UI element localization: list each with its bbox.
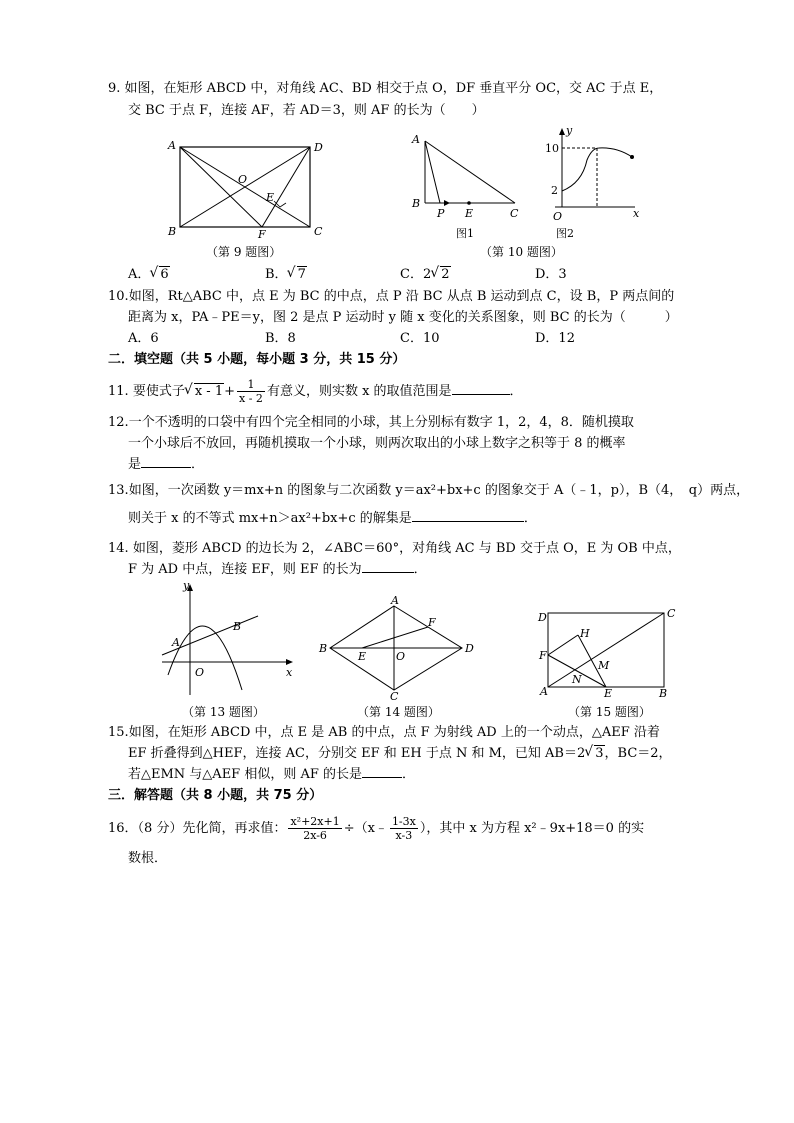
fig9-caption: （第 9 题图） [206,245,282,259]
q9-number: 9. [108,81,121,96]
fig14-segment-ef [362,627,428,648]
q14-answer-blank[interactable] [362,572,414,573]
q10-text-2: 距离为 x，PA﹣PE＝y，图 2 是点 P 运动时 y 随 x 变化的关系图象，则 BC 的长为（ ） [128,310,678,325]
q10-number: 10. [108,289,129,304]
fig14-caption: （第 14 题图） [357,705,440,719]
fig10-caption: （第 10 题图） [480,245,563,259]
fig15-caption: （第 15 题图） [568,705,651,719]
fig10-curve-end [630,155,634,159]
figure-10-1 [410,133,530,243]
q11-line: 11. 要使式子√ x - 1+ $\frac{1}{x - 2}$ 有意义，则实数 x 的取值范围是 ． [108,378,523,405]
q10-text-1: 如图，Rt△ABC 中，点 E 为 BC 的中点，点 P 沿 BC 从点 B 运动到点 C，设 B，P 两点间的 [128,289,675,304]
q9-line1 [108,80,662,98]
fig9-segment-af [180,147,262,227]
fig14-label-c: C [390,690,399,703]
q13-line1: 13.如图，一次函数 y＝mx+n 的图象与二次函数 y＝ax²+bx+c 的图象交于 A（﹣1，p），B（4， q）两点， [108,483,750,498]
q10-line1 [108,288,674,306]
q13-answer-blank[interactable] [412,521,524,522]
figure-9 [160,135,330,240]
q9-option-a: A．√ 6 [128,266,170,284]
fig10-label-figure-1: 图1 [456,227,474,240]
q12-number: 12. [108,415,129,430]
fig9-label-d: D [314,141,323,154]
figure-10-2 [537,125,647,243]
q16-line2: 数根． [128,851,168,866]
q15-line3: 若△EMN 与△AEF 相似，则 AF 的长是 ． [128,767,416,782]
fig13-label-b: B [233,620,242,633]
figure-15 [534,603,684,701]
fig10-label-p: P [437,207,445,220]
fig13-x-arrow [286,659,293,665]
fig15-label-f: F [539,649,547,662]
fig9-label-f: F [258,228,266,241]
q16-line1: 16．（8 分）先化简，再求值： $\frac{\text{x²+2x+1}}{2x-6}$ ÷（x﹣ $\frac{1-3x}{x-3}$ ），其中 x 为方程 x²﹣9x+18＝0 的实 [108,815,645,842]
fig10-label-e: E [465,207,474,220]
fig13-caption: （第 13 题图） [182,705,265,719]
fig10-label-y: y [566,124,573,137]
q13-number: 13. [108,483,129,498]
figure-14 [318,594,478,703]
q9-text-1: 如图，在矩形 ABCD 中，对角线 AC、BD 相交于点 O，DF 垂直平分 OC，交 AC 于点 E， [124,81,663,96]
fig14-label-a: A [391,594,399,607]
q14-number: 14. [108,541,129,556]
fig15-label-c: C [667,607,676,620]
fig9-label-e: E [266,191,275,204]
q9-option-d: D．3 [535,267,567,282]
fig13-label-o: O [195,666,205,679]
q10-option-a: A．6 [128,331,159,346]
q9-text-2: 交 BC 于点 F，连接 AF，若 AD＝3，则 AF 的长为（ ） [128,103,485,118]
fig10-label-b: B [412,197,421,210]
fig14-label-d: D [465,642,474,655]
fig9-label-o: O [238,173,248,186]
q15-line2: EF 折叠得到△HEF，连接 AC，分别交 EF 和 EH 于点 N 和 M，已知 AB＝2√ 3，BC＝2， [128,745,672,763]
fig13-label-y: y [183,579,190,592]
q15-number: 15. [108,725,129,740]
fig9-label-b: B [168,225,177,238]
q10-option-b: B．8 [265,331,296,346]
q12-line1: 12.一个不透明的口袋中有四个完全相同的小球，其上分别标有数字 1，2，4，8．随机摸取 [108,415,634,430]
fig13-label-x: x [286,666,293,679]
fig15-label-d: D [538,611,547,624]
fig15-segment-fh [548,635,578,655]
fig15-diagonal-ac [548,613,664,687]
q11-number: 11. [108,384,129,399]
fig10-arrow [444,200,450,206]
q9-option-b: B．√ 7 [265,266,307,284]
q10-option-c: C．10 [400,331,440,346]
fig10-label-a: A [412,133,420,146]
q10-option-d: D．12 [535,331,575,346]
q14-line1: 14. 如图，菱形 ABCD 的边长为 2，∠ABC＝60°，对角线 AC 与 BD 交于点 O，E 为 OB 中点， [108,541,681,556]
fig14-label-e: E [358,650,367,663]
q10-line2 [128,309,678,327]
fig9-label-c: C [314,225,323,238]
fig15-label-m: M [598,659,610,672]
q11-fraction: $\frac{1}{x - 2}$ [239,378,263,405]
fig10-label-o: O [553,210,563,223]
fig10-tick-2: 2 [551,184,558,197]
section-3-heading: 三．解答题（共 8 小题，共 75 分） [108,788,323,803]
q16-number: 16． [108,821,138,836]
fig9-label-a: A [168,139,176,152]
q12-answer-blank[interactable] [141,467,191,468]
q9-line2 [128,102,485,120]
q15-answer-blank[interactable] [362,777,402,778]
fig9-segment-df [262,147,310,227]
figure-13 [160,580,300,700]
q11-answer-blank[interactable] [452,394,510,395]
q13-line2: 则关于 x 的不等式 mx+n＞ax²+bx+c 的解集是 ． [128,511,537,526]
fig10-label-x: x [633,207,640,220]
fig13-label-a: A [172,636,180,649]
q11-radical: √ x - 1 [185,379,224,405]
q15-line1: 15.如图，在矩形 ABCD 中，点 E 是 AB 的中点，点 F 为射线 AD 上的一个动点，△AEF 沿着 [108,725,660,740]
fig14-label-b: B [319,642,328,655]
fig10-y-arrow [559,128,565,135]
q9-option-c: C．2√ 2 [400,266,451,284]
q16-fraction-2: $\frac{1-3x}{x-3}$ [391,815,416,842]
fig10-label-figure-2: 图2 [556,227,574,240]
fig10-tick-10: 10 [545,142,559,155]
q16-fraction-1: $\frac{\text{x²+2x+1}}{2x-6}$ [290,815,340,842]
q14-line2: F 为 AD 中点，连接 EF，则 EF 的长为 ． [128,562,427,577]
fig15-label-n: N [572,673,582,686]
fig14-label-o: O [396,650,406,663]
section-2-heading: 二．填空题（共 5 小题，每小题 3 分，共 15 分） [108,352,406,367]
fig14-label-f: F [428,616,436,629]
q12-line2: 一个小球后不放回，再随机摸取一个小球，则两次取出的小球上数字之积等于 8 的概率 [128,436,626,451]
q12-line3: 是 ． [128,457,205,472]
fig15-label-h: H [580,627,590,640]
fig15-label-b: B [659,687,668,700]
fig15-label-e: E [604,687,613,700]
fig15-label-a: A [540,685,548,698]
fig10-side-ac [425,141,515,203]
fig10-label-c: C [510,207,519,220]
fig10-point-e [467,201,471,205]
